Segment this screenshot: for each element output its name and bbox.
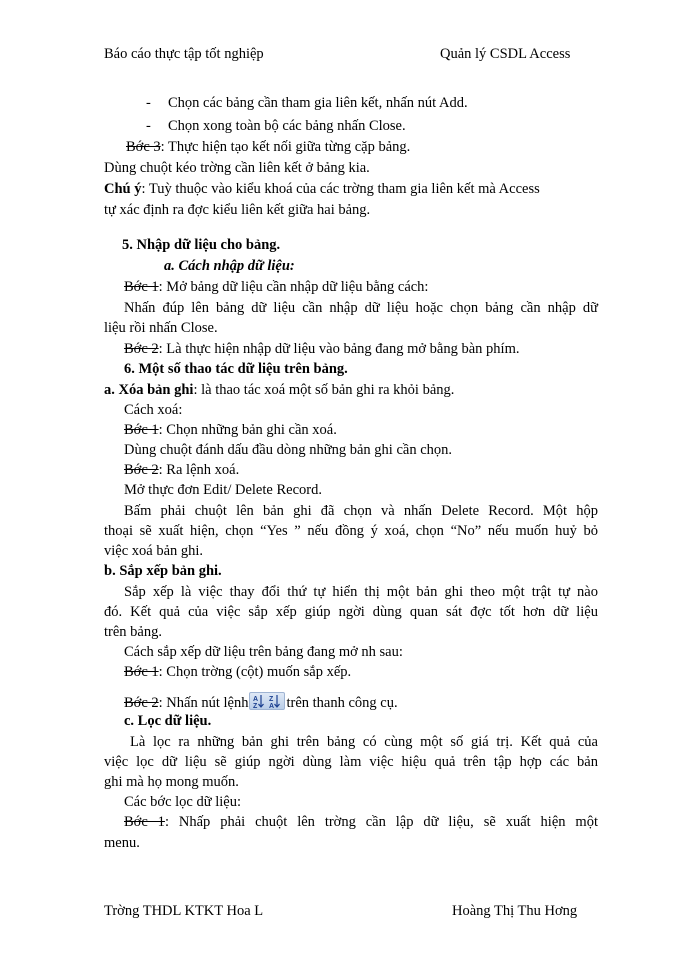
text-line: Dùng chuột kéo trờng cần liên kết ở bảng kia.	[104, 160, 370, 176]
text-line: thoại sẽ xuất hiện, chọn “Yes ” nếu đồng ý xoá, chọn “No” nếu muốn huỷ bỏ	[104, 523, 598, 539]
text-line: Các bớc lọc dữ liệu:	[124, 794, 241, 810]
dash-bullet-icon: -	[146, 95, 151, 111]
header-left: Báo cáo thực tập tốt nghiệp	[104, 46, 264, 62]
text-line: Cách sắp xếp dữ liệu trên bảng đang mở nh sau:	[124, 644, 403, 660]
step-line: Bớc 1: Chọn những bản ghi cần xoá.	[124, 422, 337, 438]
text-line: việc lọc dữ liệu sẽ giúp ngời dùng làm việc hiệu quả trên tập hợp các bản	[104, 754, 598, 770]
svg-text:A: A	[269, 703, 275, 709]
svg-text:Z: Z	[269, 696, 274, 703]
section-heading: 6. Một số thao tác dữ liệu trên bảng.	[124, 361, 348, 377]
note-line: Chú ý: Tuỳ thuộc vào kiểu khoá của các trờng tham gia liên kết mà Access	[104, 181, 540, 197]
step-line: Bớc 1: Nhấp phải chuột lên trờng cần lập dữ liệu, sẽ xuất hiện một	[124, 814, 598, 830]
text-line: ghi mà họ mong muốn.	[104, 774, 239, 790]
step-line: Bớc 2: Nhấn nút lệnh A Z Z A trên thanh công cụ.	[124, 692, 398, 712]
text-line: menu.	[104, 835, 140, 851]
text-line: Nhấn đúp lên bảng dữ liệu cần nhập dữ liệu hoặc chọn bảng cần nhập dữ	[124, 300, 598, 316]
subsection-heading: a. Cách nhập dữ liệu:	[164, 258, 295, 274]
text-line: Là lọc ra những bản ghi trên bảng có cùng một số giá trị. Kết quả của	[130, 734, 598, 750]
subsection-heading: c. Lọc dữ liệu.	[124, 713, 212, 729]
dash-bullet-icon: -	[146, 118, 151, 134]
text-line: Bấm phải chuột lên bản ghi đã chọn và nhấn Delete Record. Một hộp	[124, 503, 598, 519]
bullet-line: - Chọn xong toàn bộ các bảng nhấn Close.	[146, 118, 406, 134]
sort-ascending-descending-icon	[249, 692, 285, 710]
text-line: Cách xoá:	[124, 402, 183, 418]
subsection-line: a. Xóa bản ghi: là thao tác xoá một số bản ghi ra khỏi bảng.	[104, 382, 455, 398]
text-line: liệu rồi nhấn Close.	[104, 320, 218, 336]
text-line: Dùng chuột đánh dấu đầu dòng những bản ghi cần chọn.	[124, 442, 452, 458]
step-line: Bớc 2: Là thực hiện nhập dữ liệu vào bảng đang mở bằng bàn phím.	[124, 341, 520, 357]
subsection-heading: b. Sắp xếp bản ghi.	[104, 563, 222, 579]
footer-left: Trờng THDL KTKT Hoa L	[104, 903, 264, 919]
text-line: Sắp xếp là việc thay đổi thứ tự hiển thị một bản ghi theo một trật tự nào	[124, 584, 598, 600]
bullet-line: - Chọn các bảng cần tham gia liên kết, nhấn nút Add.	[146, 95, 468, 111]
step-line: Bớc 1: Mở bảng dữ liệu cần nhập dữ liệu bằng cách:	[124, 279, 429, 295]
text-line: tự xác định ra đợc kiểu liên kết giữa hai bảng.	[104, 202, 371, 218]
header-right: Quản lý CSDL Access	[440, 46, 571, 62]
section-heading: 5. Nhập dữ liệu cho bảng.	[122, 237, 281, 253]
step-line: Bớc 3: Thực hiện tạo kết nối giữa từng cặp bảng.	[126, 139, 411, 155]
text-line: đó. Kết quả của việc sắp xếp giúp ngời dùng quan sát đợc tốt hơn dữ liệu	[104, 604, 598, 620]
footer-right: Hoàng Thị Thu Hơng	[452, 903, 578, 919]
svg-text:Z: Z	[253, 703, 258, 709]
text-line: trên bảng.	[104, 624, 162, 640]
step-line: Bớc 2: Ra lệnh xoá.	[124, 462, 240, 478]
svg-text:A: A	[253, 696, 259, 703]
text-line: Mở thực đơn Edit/ Delete Record.	[124, 482, 322, 498]
text-line: việc xoá bản ghi.	[104, 543, 204, 559]
step-line: Bớc 1: Chọn trờng (cột) muốn sắp xếp.	[124, 664, 352, 680]
